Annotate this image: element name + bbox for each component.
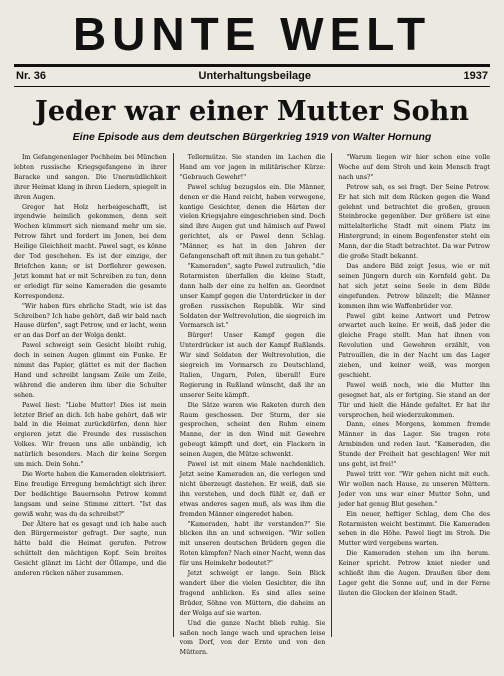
article-paragraph: Die Sätze waren wie Raketen durch den Raum geschossen. Der Sturm, der sie gesprochen, scheint den Ruhm einem Manne, der in den Wind mit Gewehre gebeugt kämpft und dort, ein Flackern in seinen Augen, die Mütze schwenkt. [179, 401, 326, 459]
article-paragraph: "Kameraden, habt ihr verstanden?" Sie blicken ihn an und schweigen. "Wir sollen mit unseren deutschen Brüdern gegen die Roten kämpfen? Nach einer Nacht, wenn das für uns Heimkehr bedeutet?" [179, 520, 326, 568]
article-paragraph: Das andere Bild zeigt Jesus, wie er mit seinen Jüngern durch ein Kornfeld geht. Da hat sich jetzt seine Seele in dem Bilde eingefunden. Petrow blinzelt; die Männer kommen ihm wie Waffenbrüder vor. [338, 262, 490, 310]
article-paragraph: Pawel weiß noch, wie die Mutter ihn gesegnet hat, als er fortging. Sie stand an der Tür und hielt die Hände gefaltet. Er hat ihr versprochen, heil wiederzukommen. [338, 381, 490, 419]
article-paragraph: Ein neuer, heftiger Schlag, dem Che des Rotarmisten weicht bestimmt. Die Kameraden sehen in die Höhe. Pawel liegt im Stroh. Die Mutter wird vergebens warten. [338, 510, 490, 548]
masthead-title: BUNTE WELT [72, 8, 432, 60]
article-column-3 [331, 153, 490, 637]
info-rule [14, 86, 490, 87]
article-paragraph: Und die ganze Nacht blieb ruhig. Sie saßen noch lange wach und sprachen leise vom Dorf, von der Ernte und von den Müttern. [179, 619, 326, 657]
article-paragraph: Pawel schlug bezugslos ein. Die Männer, denen er die Hand reicht, haben verwegene, kantige Gesichter, denen die Härten der vielen Kriegsjahre eingeschrieben sind. Doch sind ihre Augen gut und hämisch auf Pawel gerichtet, als er Pawel denn Schlag. "Männer, es hat in den Jahren der Gefangenschaft oft mit ihnen zu tun gehabt." [179, 183, 326, 261]
article-paragraph: Bürger! Unser Kampf gegen die Unterdrücker ist auch der Kampf Rußlands. Wir sind Soldaten der Weltrevolution, die siegreich im Vormarsch zu Deutschland, Italien, Ungarn, Polen, überall! Eure Regierung in Rußland wünscht, daß ihr an unserer Seite kämpft. [179, 332, 326, 399]
article-column-2 [173, 153, 332, 657]
article-paragraph: Gregor hat Holz herbeigeschafft, ist irgendwie heimlich gekommen, denn seit Wochen kümmert sich niemand mehr um sie. Petrow fährt und fordert im Jonen, bei dem Heilige Gleichheit macht. Pawel sagt, es könne der Tod geschehen. Es ist der einzige, der Briefchen kann; er ist Dorflehrer gewesen. Jetzt kommt hat er mit Schreiben zu tun, denn er erledigt für seine Kameraden die gesamte Korrespondenz. [14, 203, 167, 300]
article-paragraph: Petrow sah, es sei fragt. Der Seine Petrow. Er hat sich mit dem Rücken gegen die Wand gelehnt und betrachtet die großen, grauen Steinbrocke gegenüber. Der größere ist eine mittelalterliche Stadt mit einem Platz im Hintergrund; in einem Bogenfenster steht ein Mann, der die Stadt betrachtet. Da war Petrow die große Stadt bekannt. [338, 183, 490, 261]
article-paragraph: Dann, eines Morgens, kommen fremde Männer in das Lager. Sie tragen rote Armbinden und reden laut. "Kameraden, die Stunde der Freiheit hat geschlagen! Wer mit uns geht, ist frei!" [338, 421, 490, 469]
article-paragraph: Die Kameraden stehen um ihn herum. Keiner spricht. Petrow kniet nieder und schließt ihm die Augen. Draußen über dem Lager geht die Sonne auf, und in der Ferne läuten die Glocken der kleinen Stadt. [338, 550, 490, 597]
article-paragraph: Pawel liest: "Liebe Mutter! Dies ist mein letzter Brief an dich. Ich habe gehört, daß wir bald in die Heimat zurückdürfen, denn hier ergieren jetzt die Freunde des russischen Volkes. Wir freuen uns alle unbändig, ich natürlich besonders. Mach dir keine Sorgen um mich. Dein Sohn." [14, 401, 167, 469]
article-paragraph: "Kameraden", sagte Pawel zutraulich, "die Rotarmisten überfallen die kleine Stadt, dann halb der eine zu helfen an. Geordnet unser Kampf gegen die Unterdrücker in der großen russischen Republik. Wir sind Soldaten der Weltrevolution, die siegreich im Vormarsch ist." [179, 262, 326, 330]
article-paragraph: Pawel gibt keine Antwort und Petrow erwartet auch keine. Er weiß, daß jeder die gleiche Frage stellt. Man hat ihnen von Revolution und Gewehren erzählt, von Patrouillen, die in der Nacht um das Lager ziehen, und keiner weiß, was morgen geschieht. [338, 312, 490, 379]
article-paragraph: "Wir haben fürs ehrliche Stadt, wie ist das Schreiben? Ich habe gehört, daß wir bald nach Hause dürfen", sagt Petrow, und er lacht, wenn er an das Dorf an der Wolga denkt. [14, 302, 167, 340]
article-paragraph: Pawel tritt vor. "Wir gehen nicht mit euch. Wir wollen nach Hause, zu unseren Müttern. Jeder von uns war einer Mutter Sohn, und jeder hat genug Blut gesehen." [338, 471, 490, 508]
article-paragraph: Der Ältere hat es gesagt und ich habe auch den Bürgermeister gefragt. Der sagte, nun hätte bald die Heimat gerufen. Petrow schüttelt den mächtigen Kopf. Sein breites Gesicht glänzt im Licht der Öllampe, und die anderen rücken näher zusammen. [14, 520, 167, 578]
article-columns [14, 153, 490, 657]
article-paragraph: Pawel schweigt sein Gesicht bleibt ruhig, doch in seinen Augen glimmt ein Funke. Er nimmt das Papier, glättet es mit der flachen Hand und schreibt langsam Zeile um Zeile, während die anderen ihm über die Schulter sehen. [14, 342, 167, 399]
article-subheadline: Eine Episode aus dem deutschen Bürgerkrieg 1919 von Walter Hornung [72, 131, 432, 143]
article-headline: Jeder war einer Mutter Sohn [35, 96, 469, 127]
issue-number: Nr. 36 [16, 70, 46, 82]
article-paragraph: "Warum liegen wir hier schon eine volle Woche auf dem Stroh und kein Mensch fragt nach uns?" [338, 154, 490, 181]
issue-info-row [14, 67, 490, 84]
issue-section: Unterhaltungsbeilage [198, 70, 311, 82]
article-paragraph: Die Worte haben die Kameraden elektrisiert. Eine freudige Erregung bemächtigt sich ihrer. Der bedächtige Bauernsohn Petrow kommt langsam und seine Stimme zittert. "Ist das gewiß wahr, was du da schreibst?" [14, 471, 167, 518]
article-paragraph: Pawel ist mit einem Male nachdenklich. Jetzt seine Kameraden an, die verlegen und nicht überzeugt dastehen. Er weiß, daß sie ihn verstehen, und doch fühlt er, daß er etwas anderes sagen muß, als was ihm die fremden Männer eingeredet haben. [179, 461, 326, 518]
issue-year: 1937 [463, 70, 488, 82]
article-column-1 [14, 153, 173, 637]
article-paragraph: Im Gefangenenlager Pochheim bei München lebten russische Kriegsgefangene in ihrer Baracke und sangen. Die Unermüdlichkeit ihrer Heimat klang in ihren Liedern, spiegelt in ihren Augen. [14, 154, 167, 201]
article-paragraph: Tellermütze. Sie standen im Lachen die Hand am vor jagen in militärischer Kürze: "Gebrauch Gewehr!" [179, 154, 326, 181]
article-paragraph: Jetzt schweigt er lange. Sein Blick wandert über die vielen Gesichter, die ihn fragend anblicken. Es sind alles seine Brüder, Söhne von Müttern, die daheim an der Wolga auf sie warten. [179, 570, 326, 617]
